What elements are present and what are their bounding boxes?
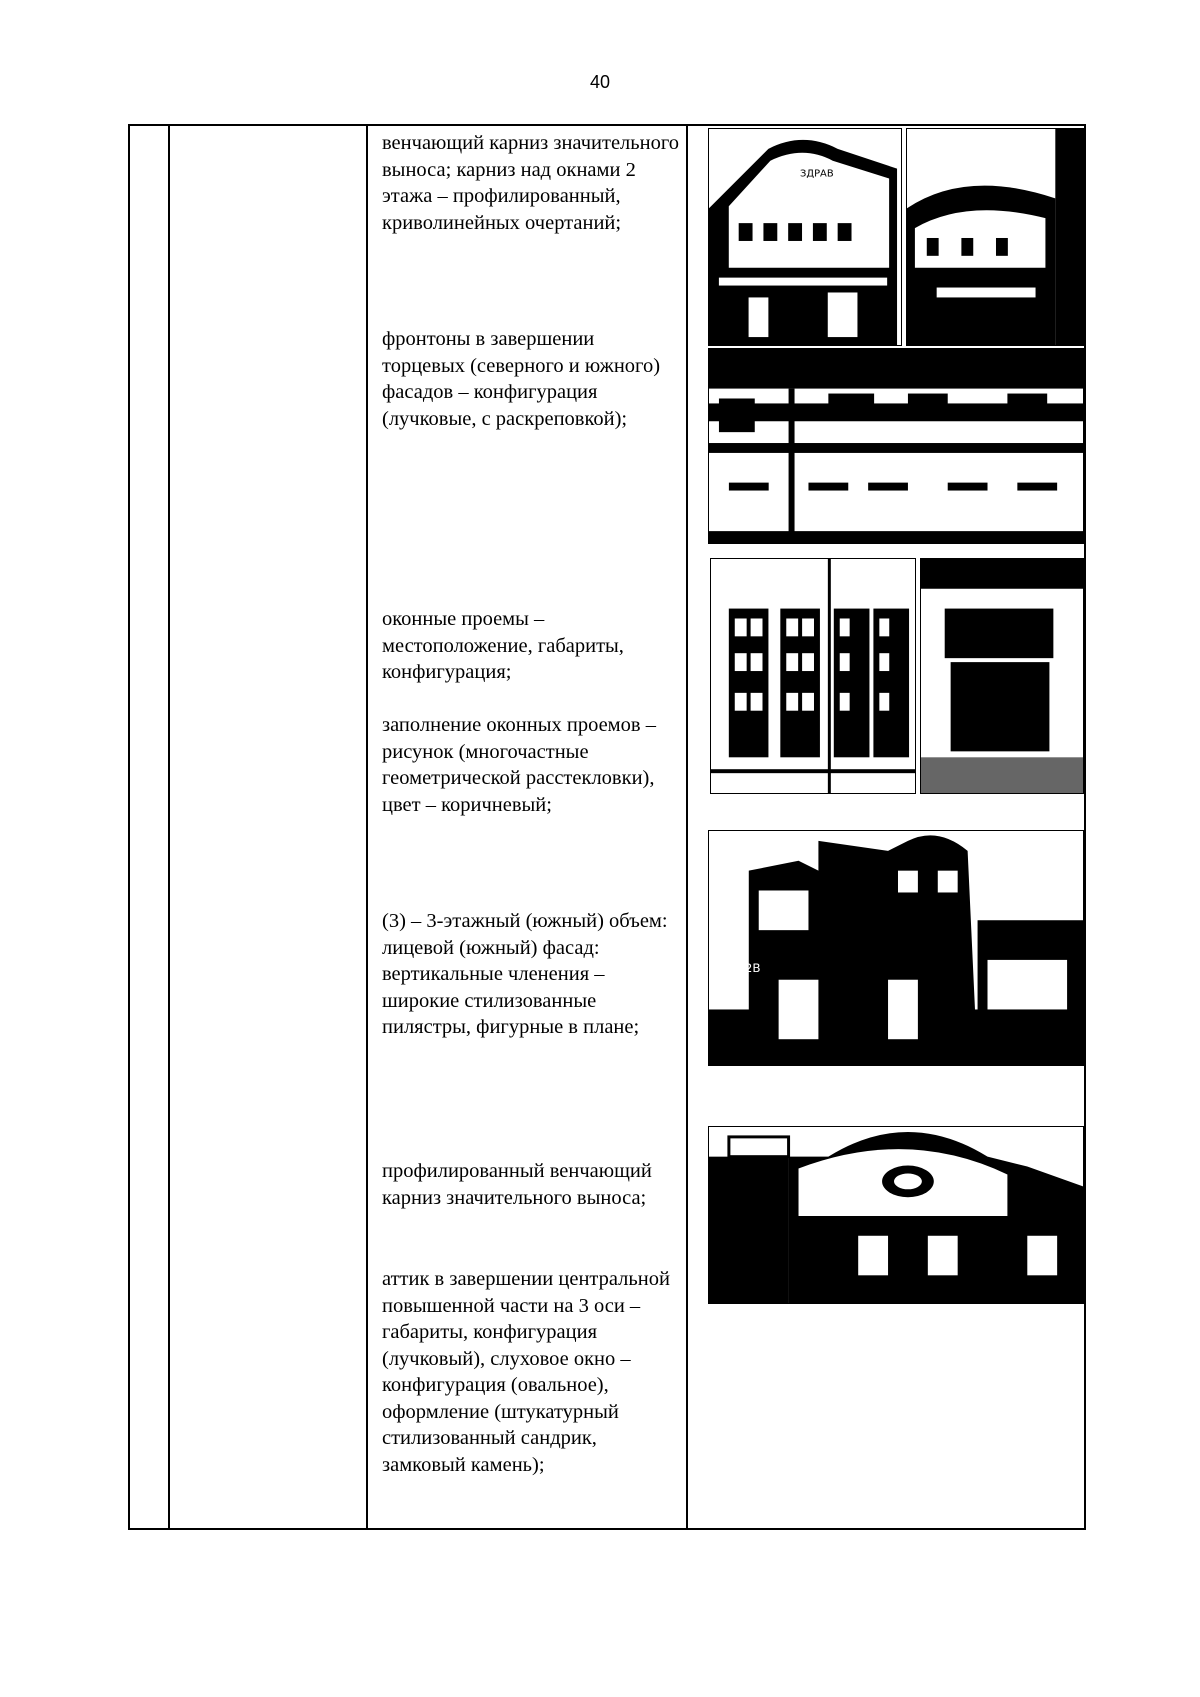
document-table <box>128 124 1086 1530</box>
paragraph-cornice: венчающий карниз значительного выноса; карниз над окнами 2 этажа – профилированный, криволинейных очертаний; <box>382 132 679 234</box>
building-sign-text: ЗДРАВ <box>800 168 834 180</box>
paragraph-pediments: фронтоны в завершении торцевых (северного и южного) фасадов – конфигурация (лучковые, с раскреповкой); <box>382 328 661 430</box>
photo-windows-left <box>710 558 916 794</box>
column-divider-2 <box>366 126 368 1528</box>
photo-side-facade <box>906 128 1084 346</box>
photo-attic <box>708 1126 1084 1304</box>
column-divider-3 <box>686 126 688 1528</box>
plate-number-text: 2В <box>744 960 761 975</box>
column-divider-1 <box>168 126 170 1528</box>
photo-building-corner <box>708 128 902 346</box>
paragraph-window-openings: оконные проемы – местоположение, габариты, конфигурация; <box>382 608 624 683</box>
paragraph-window-fill: заполнение оконных проемов – рисунок (многочастные геометрической расстекловки), цвет – коричневый; <box>382 714 656 816</box>
photo-south-volume <box>708 830 1084 1066</box>
photo-window-dark <box>920 558 1084 794</box>
paragraph-crowning-cornice: профилированный венчающий карниз значительного выноса; <box>382 1160 652 1209</box>
paragraph-south-volume: (3) – 3-этажный (южный) объем: лицевой (южный) фасад: вертикальные членения – широкие стилизованные пилястры, фигурные в плане; <box>382 910 668 1038</box>
page-number: 40 <box>589 72 611 92</box>
photo-long-facade <box>708 348 1084 544</box>
paragraph-attic: аттик в завершении центральной повышенной части на 3 оси – габариты, конфигурация (лучковый), слуховое окно – конфигурация (овальное), оформление (штукатурный стилизованный сандрик, замковый камень); <box>382 1268 670 1476</box>
